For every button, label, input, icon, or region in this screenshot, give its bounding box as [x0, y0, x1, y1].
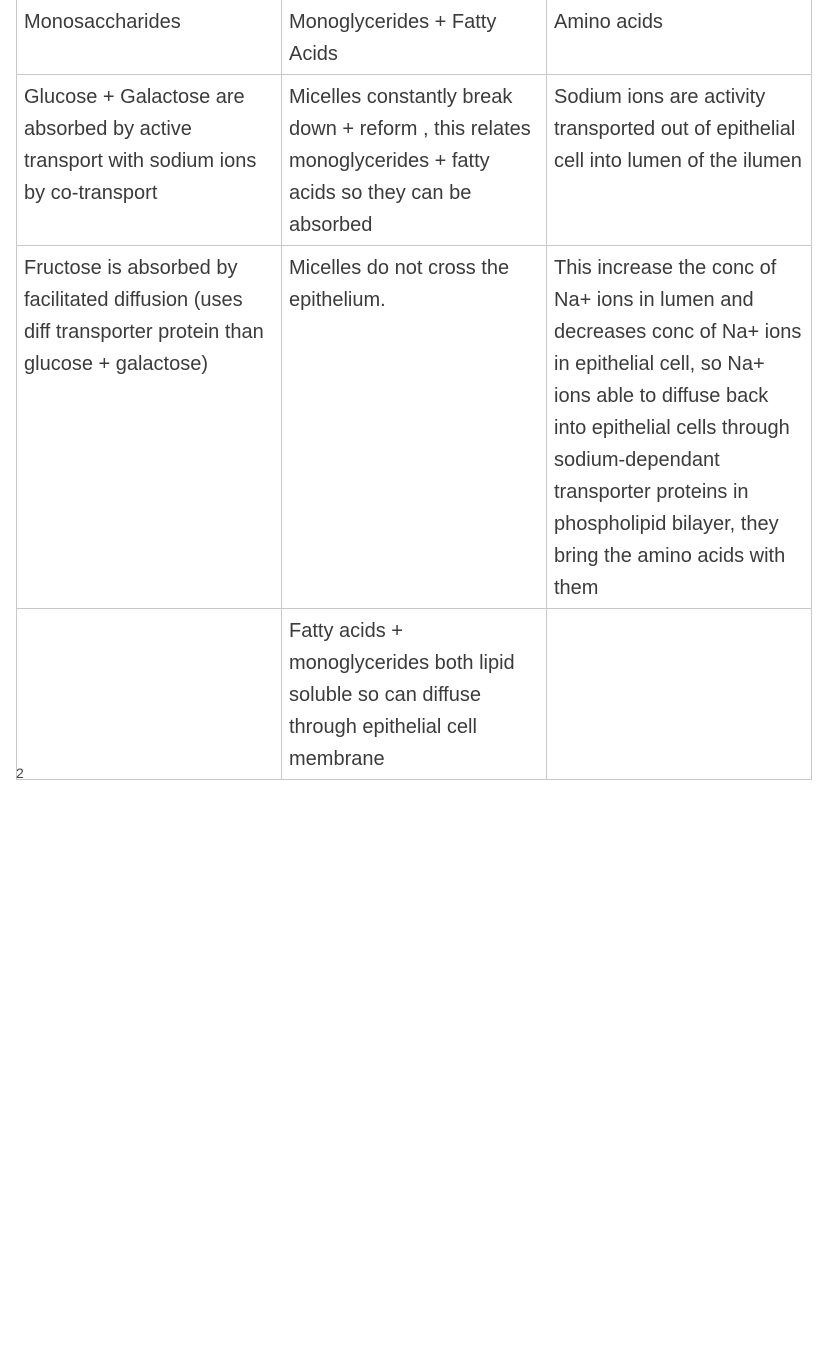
table-cell: Fatty acids + monoglycerides both lipid soluble so can diffuse through epithelial cell membrane: [282, 609, 547, 780]
header-cell: Amino acids: [547, 0, 812, 75]
table-cell: Glucose + Galactose are absorbed by active transport with sodium ions by co-transport: [17, 75, 282, 246]
table-cell: [547, 609, 812, 780]
table-row: [17, 75, 812, 246]
page-number: 2: [16, 765, 24, 781]
table-cell: Fructose is absorbed by facilitated diffusion (uses diff transporter protein than glucose + galactose): [17, 246, 282, 609]
table-header-row: [17, 0, 812, 75]
table-row: [17, 609, 812, 780]
table-cell: Micelles constantly break down + reform , this relates monoglycerides + fatty acids so they can be absorbed: [282, 75, 547, 246]
table-cell: Sodium ions are activity transported out of epithelial cell into lumen of the ilumen: [547, 75, 812, 246]
absorption-table: [16, 0, 812, 780]
table-cell: This increase the conc of Na+ ions in lumen and decreases conc of Na+ ions in epithelial cell, so Na+ ions able to diffuse back into epithelial cells through sodium-dependant transporter proteins in phospholipid bilayer, they bring the amino acids with them: [547, 246, 812, 609]
table-cell: [17, 609, 282, 780]
table-row: [17, 246, 812, 609]
table-cell: Micelles do not cross the epithelium.: [282, 246, 547, 609]
header-cell: Monosaccharides: [17, 0, 282, 75]
header-cell: Monoglycerides + Fatty Acids: [282, 0, 547, 75]
